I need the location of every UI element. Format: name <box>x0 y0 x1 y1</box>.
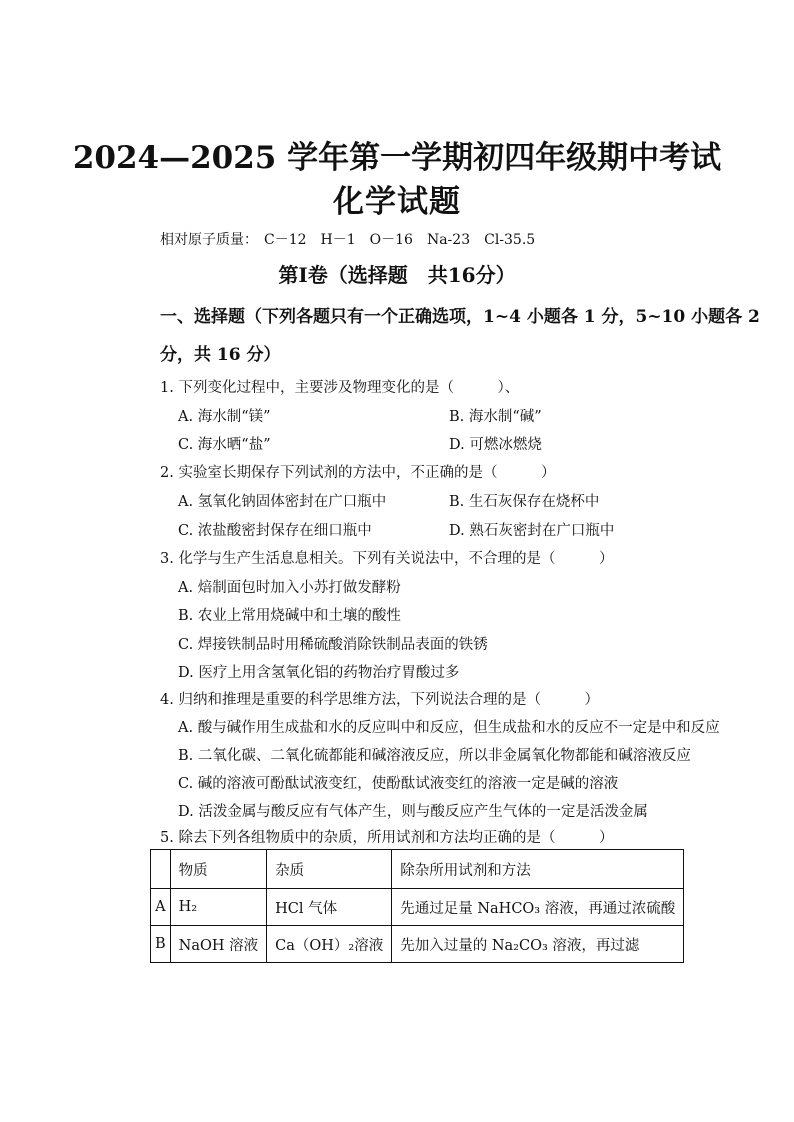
question-1-option-d: D. 可燃冰燃烧 <box>449 437 542 453</box>
atomic-mass-cl: Cl-35.5 <box>484 232 536 248</box>
question-2-option-a: A. 氢氧化钠固体密封在广口瓶中 <box>178 494 387 510</box>
table-row <box>151 926 684 963</box>
question-1-option-c: C. 海水晒“盐” <box>178 437 271 453</box>
question-3-option-d: D. 医疗上用含氢氧化铝的药物治疗胃酸过多 <box>178 665 460 681</box>
question-4-option-b: B. 二氧化碳、二氧化硫都能和碱溶液反应，所以非金属氧化物都能和碱溶液反应 <box>178 748 691 764</box>
question-4-option-d: D. 活泼金属与酸反应有气体产生，则与酸反应产生气体的一定是活泼金属 <box>178 804 648 820</box>
table-header-key <box>151 850 171 889</box>
question-3-option-a: A. 焙制面包时加入小苏打做发酵粉 <box>178 580 401 596</box>
table-row <box>151 889 684 926</box>
question-3-option-b: B. 农业上常用烧碱中和土壤的酸性 <box>178 608 401 624</box>
question-5-stem: 5. 除去下列各组物质中的杂质，所用试剂和方法均正确的是（ ） <box>160 830 614 846</box>
question-4-option-a: A. 酸与碱作用生成盐和水的反应叫中和反应，但生成盐和水的反应不一定是中和反应 <box>178 720 720 736</box>
part-one-heading: 一、选择题（下列各题只有一个正确选项，1~4 小题各 1 分，5~10 小题各 2 分，共 16 分） <box>160 307 760 365</box>
question-4-option-c: C. 碱的溶液可酚酞试液变红，使酚酞试液变红的溶液一定是碱的溶液 <box>178 776 619 792</box>
table-cell-method: 先通过足量 NaHCO₃ 溶液，再通过浓硫酸 <box>392 889 684 926</box>
question-4-stem: 4. 归纳和推理是重要的科学思维方法，下列说法合理的是（ ） <box>160 692 599 708</box>
question-1-option-b: B. 海水制“碱” <box>449 409 542 425</box>
atomic-mass-h: H－1 <box>320 232 356 248</box>
question-1-option-a: A. 海水制“镁” <box>178 409 271 425</box>
table-header-substance: 物质 <box>170 850 266 889</box>
exam-title: 2024—2025 学年第一学期初四年级期中考试 <box>72 140 722 176</box>
question-2-option-c: C. 浓盐酸密封保存在细口瓶中 <box>178 523 372 539</box>
section-title: 第Ⅰ卷（选择题 共16分） <box>278 263 516 287</box>
table-cell-substance: H₂ <box>170 889 266 926</box>
question-3-stem: 3. 化学与生产生活息息相关。下列有关说法中，不合理的是（ ） <box>160 551 614 567</box>
atomic-masses-label: 相对原子质量： <box>160 232 258 248</box>
table-cell-impurity: HCl 气体 <box>267 889 392 926</box>
table-header-impurity: 杂质 <box>267 850 392 889</box>
atomic-mass-o: O－16 <box>369 232 413 248</box>
exam-subtitle: 化学试题 <box>333 184 461 220</box>
atomic-mass-c: C－12 <box>264 232 307 248</box>
table-header-method: 除杂所用试剂和方法 <box>392 850 684 889</box>
table-cell-substance: NaOH 溶液 <box>170 926 266 963</box>
atomic-mass-na: Na-23 <box>426 232 471 248</box>
table-row-key: A <box>151 889 171 926</box>
question-5-table <box>150 849 684 963</box>
question-2-option-d: D. 熟石灰密封在广口瓶中 <box>449 523 615 539</box>
table-header-row <box>151 850 684 889</box>
question-3-option-c: C. 焊接铁制品时用稀硫酸消除铁制品表面的铁锈 <box>178 637 488 653</box>
table-cell-method: 先加入过量的 Na₂CO₃ 溶液，再过滤 <box>392 926 684 963</box>
question-2-option-b: B. 生石灰保存在烧杯中 <box>449 494 600 510</box>
table-row-key: B <box>151 926 171 963</box>
table-cell-impurity: Ca（OH）₂溶液 <box>267 926 392 963</box>
question-1-stem: 1. 下列变化过程中，主要涉及物理变化的是（ ）、 <box>160 380 520 396</box>
question-2-stem: 2. 实验室长期保存下列试剂的方法中，不正确的是（ ） <box>160 465 556 481</box>
atomic-masses <box>160 229 549 249</box>
